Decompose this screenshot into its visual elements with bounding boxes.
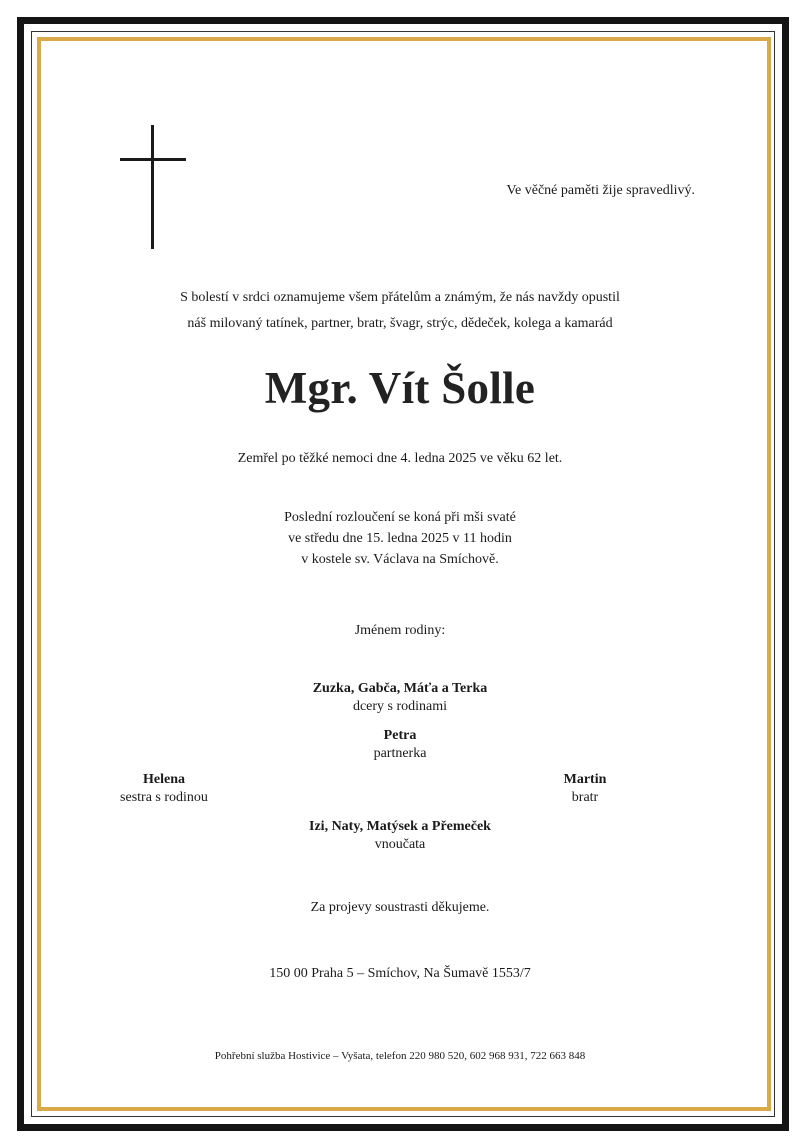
mourner-relation: bratr (571, 790, 599, 805)
mourner-relation: partnerka (373, 746, 427, 761)
announcement-intro (0, 285, 800, 337)
funeral-service-info: Pohřební služba Hostivice – Vyšata, telefon 220 980 520, 602 968 931, 722 663 848 (214, 1050, 586, 1062)
farewell-details (0, 507, 800, 570)
cross-horizontal-bar (120, 158, 186, 161)
mourner-relation: sestra s rodinou (120, 790, 208, 805)
mourner-name: Helena (143, 772, 185, 787)
deceased-name: Mgr. Vít Šolle (264, 363, 536, 413)
mourner-name: Izi, Naty, Matýsek a Přemeček (309, 819, 491, 834)
mourner-sister (100, 771, 228, 807)
mourner-grandchildren (0, 818, 800, 854)
mourner-name: Petra (383, 728, 417, 743)
mourner-name: Martin (563, 772, 607, 787)
motto: Ve věčné paměti žije spravedlivý. (506, 183, 695, 198)
mourner-name: Zuzka, Gabča, Máťa a Terka (312, 681, 488, 696)
intro-line-2: náš milovaný tatínek, partner, bratr, švagr, strýc, dědeček, kolega a kamarád (187, 316, 613, 331)
mourner-daughters (0, 680, 800, 716)
intro-line-1: S bolestí v srdci oznamujeme všem přátelům a známým, že nás navždy opustil (180, 290, 620, 305)
death-notice: Zemřel po těžké nemoci dne 4. ledna 2025 ve věku 62 let. (237, 451, 563, 466)
mourner-relation: dcery s rodinami (352, 699, 448, 714)
farewell-line-2: ve středu dne 15. ledna 2025 v 11 hodin (288, 531, 512, 546)
family-address: 150 00 Praha 5 – Smíchov, Na Šumavě 1553/7 (269, 966, 531, 981)
mourner-partner (0, 727, 800, 763)
cross-vertical-bar (151, 125, 154, 249)
farewell-line-1: Poslední rozloučení se koná při mši svaté (284, 510, 516, 525)
mourner-relation: vnoučata (374, 837, 426, 852)
family-label: Jménem rodiny: (354, 623, 446, 638)
thanks-note: Za projevy soustrasti děkujeme. (310, 900, 490, 915)
mourner-brother (540, 771, 630, 807)
farewell-line-3: v kostele sv. Václava na Smíchově. (301, 552, 499, 567)
